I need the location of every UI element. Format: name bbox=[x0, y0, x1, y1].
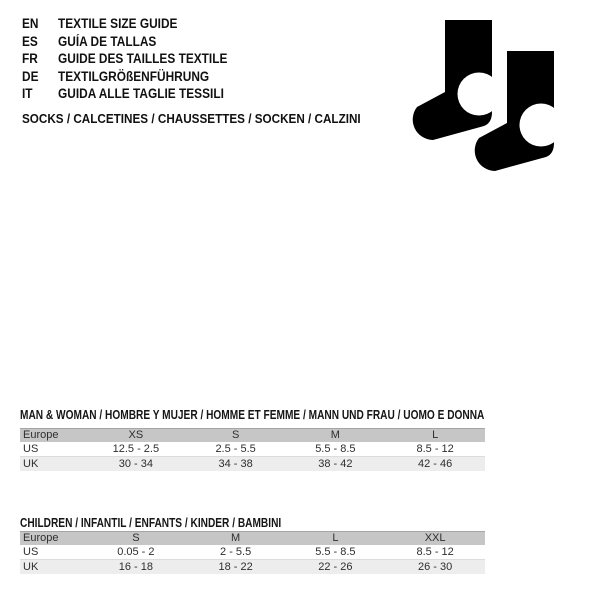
category-subtitle: SOCKS / CALCETINES / CHAUSSETTES / SOCKEN / CALZINI bbox=[22, 111, 361, 126]
size-cell: 38 - 42 bbox=[286, 457, 386, 472]
language-label: GUIDE DES TAILLES TEXTILE bbox=[58, 51, 228, 66]
size-cell: 30 - 34 bbox=[86, 457, 186, 472]
size-cell: 8.5 - 12 bbox=[385, 545, 485, 560]
sock-left-icon bbox=[413, 20, 501, 140]
size-cell: 0.05 - 2 bbox=[86, 545, 186, 560]
row-label: UK bbox=[20, 457, 86, 472]
table-title-man-woman: MAN & WOMAN / HOMBRE Y MUJER / HOMME ET FEMME / MANN UND FRAU / UOMO E DONNA bbox=[20, 407, 485, 422]
size-cell: 2 - 5.5 bbox=[186, 545, 286, 560]
size-cell: 2.5 - 5.5 bbox=[186, 442, 286, 457]
size-cell: 42 - 46 bbox=[385, 457, 485, 472]
language-code: IT bbox=[22, 86, 33, 101]
size-cell: 18 - 22 bbox=[186, 560, 286, 575]
column-header-size: XXL bbox=[385, 532, 485, 546]
column-header-size: S bbox=[86, 532, 186, 546]
size-table-man-woman bbox=[20, 428, 485, 471]
language-row-en bbox=[22, 15, 251, 33]
size-cell: 16 - 18 bbox=[86, 560, 186, 575]
size-cell: 22 - 26 bbox=[286, 560, 386, 575]
language-code: ES bbox=[22, 33, 38, 49]
language-code: EN bbox=[22, 16, 39, 31]
language-label: TEXTILE SIZE GUIDE bbox=[58, 16, 178, 31]
language-list bbox=[22, 15, 251, 103]
column-header-size: M bbox=[186, 532, 286, 546]
column-header-size: L bbox=[385, 429, 485, 443]
table-header-row bbox=[20, 429, 485, 443]
column-header-size: S bbox=[186, 429, 286, 443]
table-row-us bbox=[20, 442, 485, 457]
table-title-children: CHILDREN / INFANTIL / ENFANTS / KINDER / BAMBINI bbox=[20, 515, 282, 530]
size-table-children bbox=[20, 531, 485, 574]
language-code: DE bbox=[22, 68, 39, 84]
size-cell: 34 - 38 bbox=[186, 457, 286, 472]
row-label: UK bbox=[20, 560, 86, 575]
size-cell: 5.5 - 8.5 bbox=[286, 442, 386, 457]
column-header-region: Europe bbox=[20, 532, 86, 546]
language-row-es bbox=[22, 33, 251, 51]
size-cell: 26 - 30 bbox=[385, 560, 485, 575]
table-header-row bbox=[20, 532, 485, 546]
row-label: US bbox=[20, 545, 86, 560]
language-label: GUIDA ALLE TAGLIE TESSILI bbox=[58, 86, 224, 101]
table-row-us bbox=[20, 545, 485, 560]
language-code: FR bbox=[22, 51, 38, 66]
language-row-de bbox=[22, 68, 251, 86]
table-row-uk bbox=[20, 560, 485, 575]
column-header-size: L bbox=[286, 532, 386, 546]
table-row-uk bbox=[20, 457, 485, 472]
socks-icon bbox=[408, 14, 564, 174]
column-header-size: M bbox=[286, 429, 386, 443]
column-header-size: XS bbox=[86, 429, 186, 443]
size-cell: 5.5 - 8.5 bbox=[286, 545, 386, 560]
row-label: US bbox=[20, 442, 86, 457]
language-row-it bbox=[22, 85, 251, 103]
language-label: GUÍA DE TALLAS bbox=[58, 33, 157, 49]
column-header-region: Europe bbox=[20, 429, 86, 443]
language-row-fr bbox=[22, 50, 251, 68]
size-cell: 12.5 - 2.5 bbox=[86, 442, 186, 457]
size-cell: 8.5 - 12 bbox=[385, 442, 485, 457]
language-label: TEXTILGRÖßENFÜHRUNG bbox=[58, 68, 210, 84]
